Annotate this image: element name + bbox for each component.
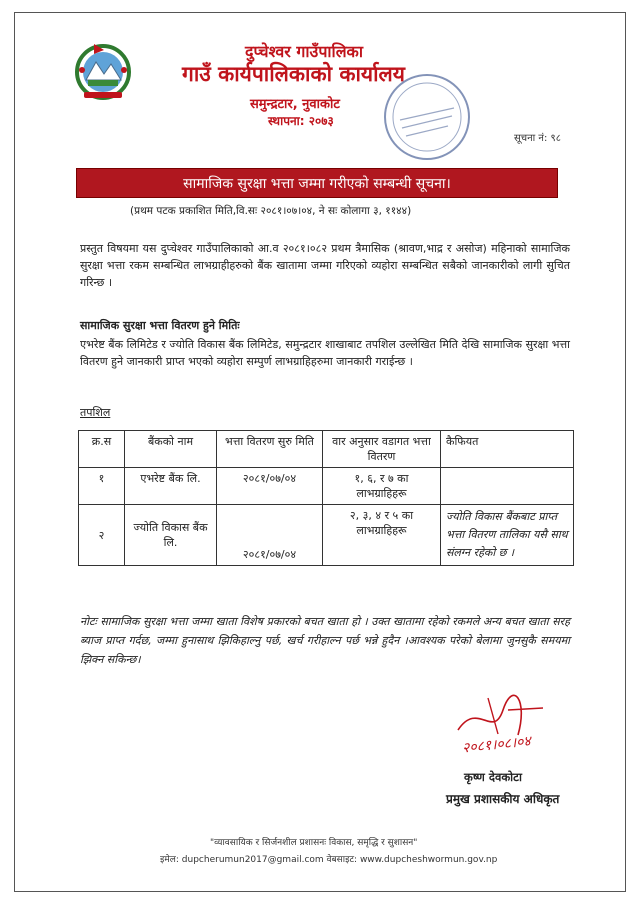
cell-sn: १ [79, 468, 125, 505]
publication-info: (प्रथम पटक प्रकाशित मिति,वि.सः २०८१।०७।०४, ने सः कोलागा ३, ११४४) [130, 205, 412, 217]
established-year: स्थापना: २०७३ [268, 114, 334, 128]
notice-number: सूचना नं: ९८ [514, 133, 561, 144]
details-label: तपशिल [80, 406, 111, 419]
office-stamp-icon [380, 70, 474, 164]
table-row [79, 505, 574, 566]
table-header-row [79, 431, 574, 468]
cell-bank: एभरेष्ट बैंक लि. [125, 468, 217, 505]
intro-paragraph: प्रस्तुत विषयमा यस दुप्चेश्वर गाउँपालिकाको आ.व २०८१।०८२ प्रथम त्रैमासिक (श्रावण,भाद्र र असोज) महिनाको सामाजिक सुरक्षा भत्ता रकम सम्बन्धित लाभग्राहीहरुको बैंक खातामा जम्मा गरिएको व्यहोरा सम्बन्धित सबैको जानकारीको लागी सुचित गरिन्छ । [80, 242, 570, 289]
cell-date: २०८१/०७/०४ [217, 505, 323, 566]
cell-date: २०८१/०७/०४ [217, 468, 323, 505]
distribution-paragraph: एभरेष्ट बैंक लिमिटेड र ज्योति विकास बैंक लिमिटेड, समुन्द्रटार शाखाबाट तपशिल उल्लेखित मिति देखि सामाजिक सुरक्षा भत्ता वितरण हुने जानकारी प्राप्त भएको व्यहोरा सम्पुर्ण लाभग्राहिहरुमा जानकारी गराईन्छ । [80, 338, 570, 368]
footer-motto: "व्यावसायिक र सिर्जनशील प्रशासनः विकास, समृद्धि र सुशासन" [210, 838, 418, 848]
signature-date: २०८१।०८।०४ [461, 733, 532, 757]
distribution-date-heading: सामाजिक सुरक्षा भत्ता वितरण हुने मितिः [80, 319, 240, 332]
col-header-bank: बैंकको नाम [125, 431, 217, 468]
officer-title: प्रमुख प्रशासकीय अधिकृत [446, 792, 560, 806]
office-name: गाउँ कार्यपालिकाको कार्यालय [182, 62, 405, 86]
cell-sn: २ [79, 505, 125, 566]
notice-title-banner: सामाजिक सुरक्षा भत्ता जम्मा गरीएको सम्बन्धी सूचना। [76, 168, 558, 198]
nepal-emblem-icon [74, 40, 132, 104]
footer-contact: इमेल: dupcherumun2017@gmail.com वेबसाइट: www.dupcheshwormun.gov.np [160, 855, 498, 865]
distribution-table [78, 430, 574, 566]
cell-ward: १, ६, र ७ का लाभग्राहिहरू [323, 468, 441, 505]
col-header-remarks: कैफियत [441, 431, 574, 468]
note-paragraph: नोटः सामाजिक सुरक्षा भत्ता जम्मा खाता विशेष प्रकारको बचत खाता हो । उक्त खातामा रहेको रकमले अन्य बचत खाता सरह ब्याज प्राप्त गर्दछ, जम्मा हुनासाथ झिकिहाल्नु पर्छ, खर्च गरीहाल्न पर्छ भन्ने हुदैन ।आवश्यक परेको बेलामा जुनसुकै समयमा झिक्न सकिन्छ। [80, 615, 570, 666]
col-header-sn: क्र.स [79, 431, 125, 468]
cell-remarks: ज्योति विकास बैंकबाट प्राप्त भत्ता वितरण तालिका यसै साथ संलग्न रहेको छ । [441, 505, 574, 566]
officer-name: कृष्ण देवकोटा [464, 770, 522, 784]
cell-ward: २, ३, ४ र ५ का लाभग्राहिहरू [323, 505, 441, 566]
municipality-name: दुप्चेश्वर गाउँपालिका [245, 42, 363, 61]
cell-bank: ज्योति विकास बैंक लि. [125, 505, 217, 566]
cell-remarks [441, 468, 574, 505]
office-address: समुन्द्रटार, नुवाकोट [250, 97, 340, 112]
col-header-ward: वार अनुसार वडागत भत्ता वितरण [323, 431, 441, 468]
table-row [79, 468, 574, 505]
col-header-start-date: भत्ता वितरण सुरु मिति [217, 431, 323, 468]
